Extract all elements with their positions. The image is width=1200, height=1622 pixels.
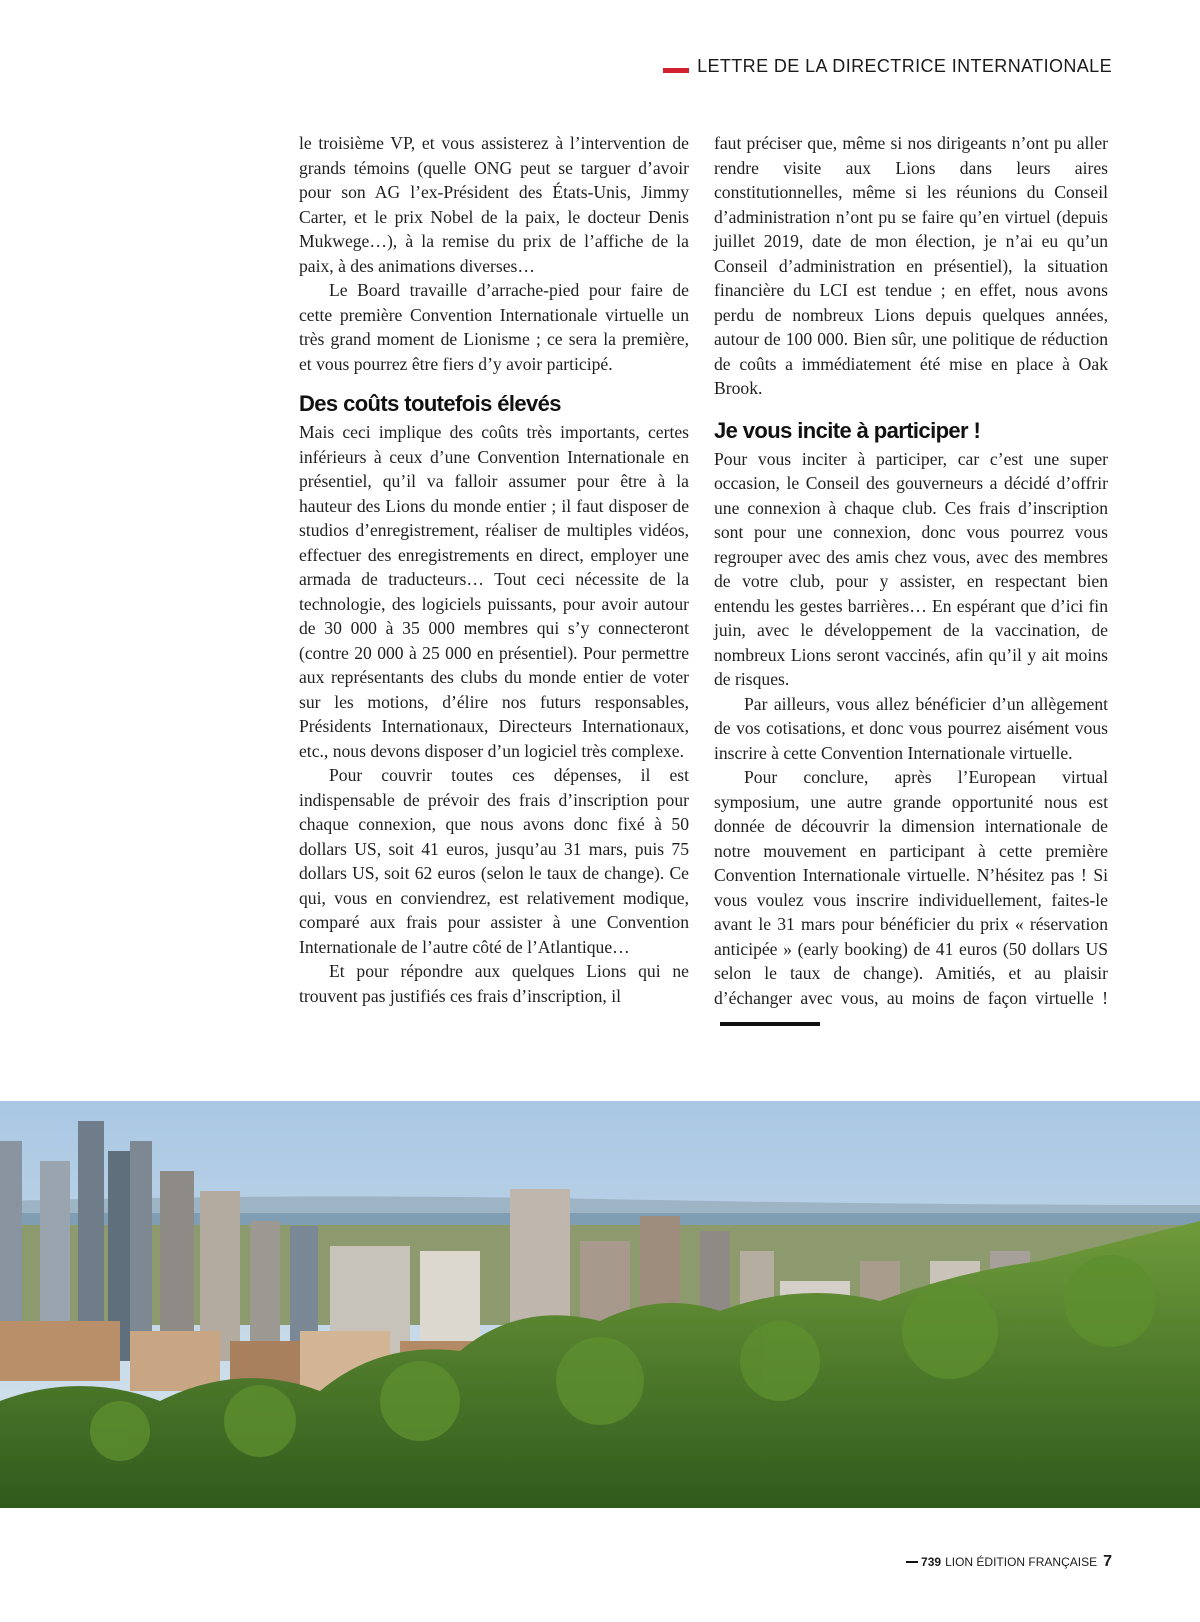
article-paragraph	[714, 765, 1108, 1035]
article-paragraph	[299, 763, 689, 959]
montreal-skyline-photo	[0, 1101, 1200, 1508]
section-title: LETTRE DE LA DIRECTRICE INTERNATIONALE	[697, 56, 1112, 76]
article-paragraph	[299, 278, 689, 376]
section-heading	[714, 417, 1108, 445]
article-paragraph	[299, 131, 689, 278]
footer-dash	[906, 1561, 918, 1563]
page-footer	[906, 1553, 1112, 1571]
article-paragraph	[299, 420, 689, 763]
paragraph-text: Et pour répondre aux quelques Lions qui ne trouvent pas justifiés ces frais d’inscription, il	[299, 961, 689, 1006]
paragraph-text: faut préciser que, même si nos dirigeants n’ont pu aller rendre visite aux Lions dans leurs aires constitutionnelles, même si les réunions du Conseil d’administration n’ont pu se faire qu’en virtuel (depuis juillet 2019, date de mon élection, je n’ai eu qu’un Conseil d’administration en présentiel), la situation financière du LCI est tendue ; en effet, nous avons perdu de nombreux Lions depuis quelques années, autour de 100 000. Bien sûr, une politique de réduction de coûts a immédiatement été mise en place à Oak Brook.	[714, 133, 1108, 398]
article-paragraph	[714, 131, 1108, 401]
paragraph-text: le troisième VP, et vous assisterez à l’intervention de grands témoins (quelle ONG peut se targuer d’avoir pour son AG l’ex-Président des États-Unis, Jimmy Carter, et le prix Nobel de la paix, le docteur Denis Mukwege…), à la remise du prix de l’affiche de la paix, à des animations diverses…	[299, 133, 689, 276]
article-paragraph	[714, 692, 1108, 766]
paragraph-text: Pour conclure, après l’European virtual symposium, une autre grande opportunité nous est donnée de découvrir la dimension internationale de notre mouvement en participant à cette première Convention Internationale virtuelle. N’hésitez pas ! Si vous voulez vous inscrire individuellement, faites-le avant le 31 mars pour bénéficier du prix « réservation anticipée » (early booking) de 41 euros (50 dollars US selon le taux de change). Amitiés, et au plaisir d’échanger avec vous, au moins de façon virtuelle !	[714, 767, 1108, 1008]
page-number: 7	[1103, 1553, 1112, 1570]
article-paragraph	[714, 447, 1108, 692]
section-header	[663, 56, 1112, 77]
article-column-left	[299, 131, 689, 1008]
section-heading	[299, 390, 689, 418]
paragraph-text: Le Board travaille d’arrache-pied pour faire de cette première Convention Internationale virtuelle un très grand moment de Lionisme ; ce sera la première, et vous pourrez être fiers d’y avoir participé.	[299, 280, 689, 374]
article-end-mark	[720, 1022, 820, 1026]
paragraph-text: Par ailleurs, vous allez bénéficier d’un allègement de vos cotisations, et donc vous pourrez aisément vous inscrire à cette Convention Internationale virtuelle.	[714, 693, 1108, 763]
paragraph-text: Pour couvrir toutes ces dépenses, il est indispensable de prévoir des frais d’inscription pour chaque connexion, que nous avons donc fixé à 50 dollars US, soit 41 euros, jusqu’au 31 mars, puis 75 dollars US, soit 62 euros (selon le taux de change). Ce qui, vous en conviendrez, est relativement modique, comparé aux frais pour assister à une Convention Internationale de l’autre côté de l’Atlantique…	[299, 765, 689, 957]
heading-text: Des coûts toutefois élevés	[299, 391, 561, 416]
paragraph-text: Pour vous inciter à participer, car c’est une super occasion, le Conseil des gouverneurs a décidé d’offrir une connexion à chaque club. Ces frais d’inscription sont pour une connexion, donc vous pourrez vous regrouper avec des amis chez vous, avec des membres de votre club, pour y assister, en respectant bien entendu les gestes barrières… En espérant que d’ici fin juin, avec le développement de la vaccination, de nombreux Lions seront vaccinés, afin qu’il y ait moins de risques.	[714, 448, 1108, 689]
heading-text: Je vous incite à participer !	[714, 417, 981, 443]
paragraph-text: Mais ceci implique des coûts très importants, certes inférieurs à ceux d’une Convention Internationale en présentiel, qu’il va falloir assumer pour être à la hauteur des Lions du monde entier ; il faut disposer de studios d’enregistrement, réaliser de multiples vidéos, effectuer des enregistrements en direct, employer une armada de traducteurs… Tout ceci nécessite de la technologie, des logiciels puissants, pour avoir autour de 30 000 à 35 000 membres qui s’y connecteront (contre 20 000 à 25 000 en présentiel). Pour permettre aux représentants des clubs du monde entier de voter sur les motions, d’élire nos futurs responsables, Présidents Internationaux, Directeurs Internationaux, etc., nous devons disposer d’un logiciel très complexe.	[299, 422, 689, 761]
issue-number: 739	[921, 1555, 942, 1569]
publication-name: LION ÉDITION FRANÇAISE	[945, 1555, 1098, 1569]
article-paragraph	[299, 959, 689, 1008]
section-accent-bar	[663, 68, 689, 73]
article-column-right	[714, 131, 1108, 1035]
